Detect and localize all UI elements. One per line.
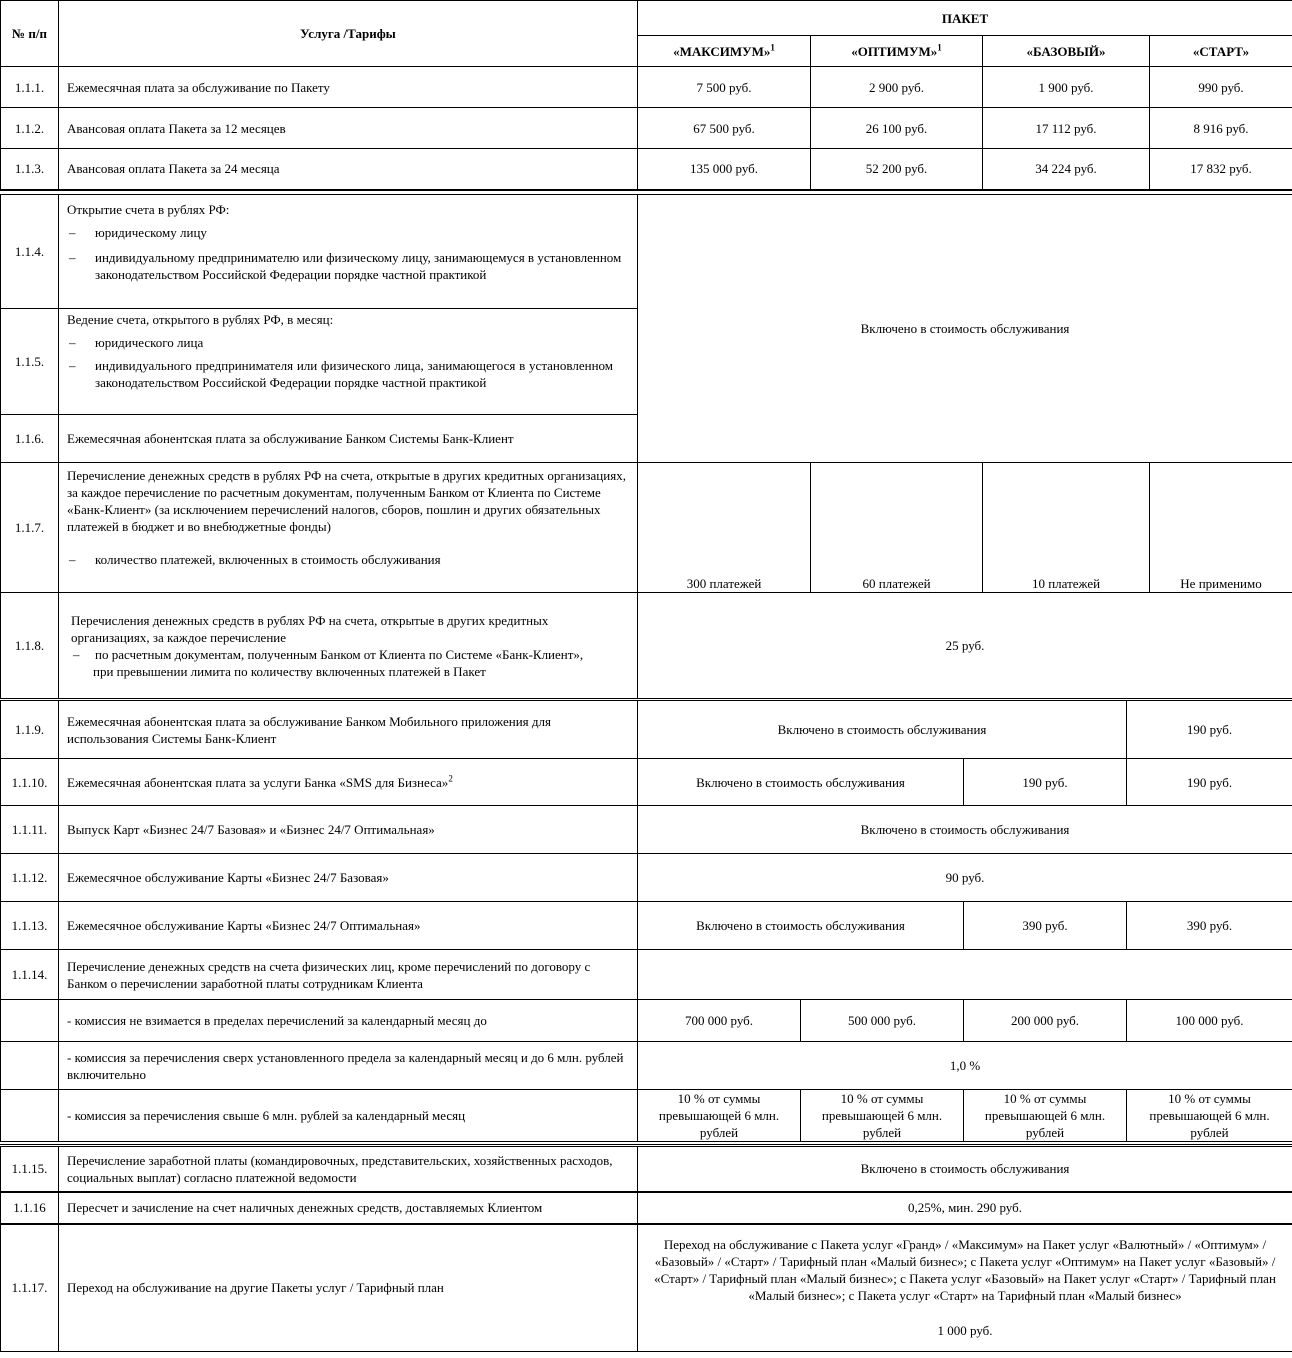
row-service	[59, 195, 638, 309]
transfer-price: 1 000 руб.	[937, 1323, 993, 1339]
row-num-empty	[1, 1000, 59, 1042]
row-value: 0,25%, мин. 290 руб.	[638, 1192, 1292, 1224]
list-item: – количество платежей, включенных в стоимость обслуживания	[69, 552, 441, 567]
row-value: 135 000 руб.	[638, 149, 811, 190]
row-service: Перечисление денежных средств на счета физических лиц, кроме перечислений по договору с Банком о перечислении заработной платы сотрудникам Клиента	[59, 950, 638, 1000]
row-value: 390 руб.	[964, 902, 1127, 950]
table-row	[1, 854, 1292, 902]
row-service: Ежемесячное обслуживание Карты «Бизнес 24/7 Оптимальная»	[59, 902, 638, 950]
header-plan-maximum: «МАКСИМУМ»$^1$	[638, 36, 811, 67]
table-row	[1, 1192, 1292, 1224]
row-value-merged: 90 руб.	[638, 854, 1292, 902]
service-text: при превышении лимита по количеству включенных платежей в Пакет	[93, 663, 486, 679]
row-service	[59, 593, 638, 699]
tariff-table-final-block	[0, 1144, 1292, 1352]
row-service: Авансовая оплата Пакета за 24 месяца	[59, 149, 638, 190]
row-value: 200 000 руб.	[964, 1000, 1127, 1042]
table-row	[1, 1042, 1292, 1090]
row-num: 1.1.2.	[1, 108, 59, 149]
table-row	[1, 806, 1292, 854]
row-value: Не применимо	[1150, 463, 1292, 593]
list-item: – индивидуальному предпринимателю или физическому лицу, занимающемуся в установленном законодательством Российской Федерации порядке частной практикой	[69, 250, 622, 282]
row-service: Пересчет и зачисление на счет наличных денежных средств, доставляемых Клиентом	[59, 1192, 638, 1224]
row-service: Авансовая оплата Пакета за 12 месяцев	[59, 108, 638, 149]
row-num: 1.1.3.	[1, 149, 59, 190]
table-row	[1, 149, 1292, 190]
row-value: 300 платежей	[638, 463, 811, 593]
row-service: Перечисление заработной платы (командировочных, представительских, хозяйственных расходов, социальных выплат) согласно платежной ведомости	[59, 1146, 638, 1192]
row-value: 10 % от суммы превышающей 6 млн. рублей	[638, 1090, 801, 1142]
service-text: Перечисление денежных средств в рублях РФ на счета, открытые в других кредитных организациях, за каждое перечисление по расчетным документам, полученным Банком от Клиента по Системе «Банк-Клиент» (за исключением перечислений налогов, сборов, пошлин и других обязательных платежей в бюджет и во внебюджетные фонды)	[67, 468, 626, 534]
row-value: 67 500 руб.	[638, 108, 811, 149]
table-row	[1, 701, 1292, 759]
table-row	[1, 108, 1292, 149]
row-num: 1.1.7.	[1, 463, 59, 593]
list-item: – юридическому лицу	[69, 225, 207, 240]
transfer-rules-text: Переход на обслуживание с Пакета услуг «Гранд» / «Максимум» на Пакет услуг «Валютный» / «Оптимум» / «Базовый» / «Старт» / Тарифный план «Малый бизнес»; с Пакета услуг «Оптимум» на Пакет услуг «Базовый» / «Старт» / Тарифный план «Малый бизнес»; с Пакета услуг «Базовый» на Пакет услуг «Старт» / Тарифный план «Малый бизнес»; с Пакета услуг «Старт» на Тарифный план «Малый бизнес»	[654, 1237, 1276, 1304]
row-num: 1.1.8.	[1, 593, 59, 699]
row-value: 190 руб.	[1127, 759, 1292, 806]
table-row	[1, 67, 1292, 108]
row-value: 17 832 руб.	[1150, 149, 1292, 190]
row-num: 1.1.14.	[1, 950, 59, 1000]
header-package: ПАКЕТ	[638, 1, 1292, 36]
service-title: Открытие счета в рублях РФ:	[67, 202, 230, 217]
row-service: - комиссия за перечисления сверх установленного предела за календарный месяц и до 6 млн. рублей включительно	[59, 1042, 638, 1090]
row-num: 1.1.4.	[1, 195, 59, 309]
row-value: 60 платежей	[811, 463, 983, 593]
header-num: № п/п	[1, 1, 59, 67]
row-value: 17 112 руб.	[983, 108, 1150, 149]
row-value: 34 224 руб.	[983, 149, 1150, 190]
header-service: Услуга /Тарифы	[59, 1, 638, 67]
row-value: 1 900 руб.	[983, 67, 1150, 108]
row-num: 1.1.13.	[1, 902, 59, 950]
table-row	[1, 1146, 1292, 1192]
row-value-merged: Включено в стоимость обслуживания	[638, 806, 1292, 854]
row-value: 10 % от суммы превышающей 6 млн. рублей	[1127, 1090, 1292, 1142]
row-service	[59, 463, 638, 593]
row-value: Включено в стоимость обслуживания	[638, 1146, 1292, 1192]
row-value: 8 916 руб.	[1150, 108, 1292, 149]
row-value: 10 платежей	[983, 463, 1150, 593]
row-num: 1.1.16	[1, 1192, 59, 1224]
row-value-merged: Включено в стоимость обслуживания	[638, 701, 1127, 759]
table-row	[1, 195, 1292, 309]
row-num: 1.1.17.	[1, 1224, 59, 1352]
list-item: – по расчетным документам, полученным Банком от Клиента по Системе «Банк-Клиент»,	[73, 646, 584, 662]
row-num: 1.1.12.	[1, 854, 59, 902]
row-service: Ежемесячное обслуживание Карты «Бизнес 24/7 Базовая»	[59, 854, 638, 902]
list-item: – индивидуального предпринимателя или физического лица, занимающегося в установленном законодательством Российской Федерации порядке частной практикой	[69, 358, 613, 390]
service-text: Перечисления денежных средств в рублях РФ на счета, открытые в других кредитных организациях, за каждое перечисление	[71, 612, 549, 645]
row-value: 100 000 руб.	[1127, 1000, 1292, 1042]
row-value: 390 руб.	[1127, 902, 1292, 950]
row-service: Переход на обслуживание на другие Пакеты услуг / Тарифный план	[59, 1224, 638, 1352]
row-service	[59, 309, 638, 415]
tariff-table-services-block	[0, 700, 1292, 1142]
row-num: 1.1.5.	[1, 309, 59, 415]
row-value: 10 % от суммы превышающей 6 млн. рублей	[801, 1090, 964, 1142]
row-service: - комиссия не взимается в пределах перечислений за календарный месяц до	[59, 1000, 638, 1042]
row-service: Ежемесячная плата за обслуживание по Пакету	[59, 67, 638, 108]
table-row	[1, 1224, 1292, 1352]
row-value: 26 100 руб.	[811, 108, 983, 149]
row-value: 190 руб.	[964, 759, 1127, 806]
header-plan-basic: «БАЗОВЫЙ»	[983, 36, 1150, 67]
row-num: 1.1.1.	[1, 67, 59, 108]
row-num: 1.1.6.	[1, 415, 59, 463]
row-num-empty	[1, 1042, 59, 1090]
row-num: 1.1.11.	[1, 806, 59, 854]
row-num: 1.1.9.	[1, 701, 59, 759]
tariff-table-account-block	[0, 194, 1292, 699]
row-value-merged: Включено в стоимость обслуживания	[638, 902, 964, 950]
row-value: 700 000 руб.	[638, 1000, 801, 1042]
table-row	[1, 759, 1292, 806]
row-value-merged: 1,0 %	[638, 1042, 1292, 1090]
table-row	[1, 463, 1292, 593]
row-service: Ежемесячная абонентская плата за обслуживание Банком Системы Банк-Клиент	[59, 415, 638, 463]
row-value	[638, 1224, 1292, 1352]
row-value-merged: 25 руб.	[638, 593, 1292, 699]
row-service: Ежемесячная абонентская плата за обслуживание Банком Мобильного приложения для использования Системы Банк-Клиент	[59, 701, 638, 759]
row-value: 2 900 руб.	[811, 67, 983, 108]
row-value: 7 500 руб.	[638, 67, 811, 108]
header-plan-optimum: «ОПТИМУМ»$^1$	[811, 36, 983, 67]
row-value: 990 руб.	[1150, 67, 1292, 108]
row-num: 1.1.15.	[1, 1146, 59, 1192]
table-row	[1, 1090, 1292, 1142]
row-value-empty	[638, 950, 1292, 1000]
row-service: Выпуск Карт «Бизнес 24/7 Базовая» и «Бизнес 24/7 Оптимальная»	[59, 806, 638, 854]
row-num-empty	[1, 1090, 59, 1142]
table-row	[1, 950, 1292, 1000]
list-item: – юридического лица	[69, 335, 204, 350]
row-value: 52 200 руб.	[811, 149, 983, 190]
header-plan-start: «СТАРТ»	[1150, 36, 1292, 67]
row-service: - комиссия за перечисления свыше 6 млн. рублей за календарный месяц	[59, 1090, 638, 1142]
row-num: 1.1.10.	[1, 759, 59, 806]
table-row	[1, 902, 1292, 950]
row-value: 190 руб.	[1127, 701, 1292, 759]
tariff-table-header-block	[0, 0, 1292, 191]
row-value: 10 % от суммы превышающей 6 млн. рублей	[964, 1090, 1127, 1142]
row-service: Ежемесячная абонентская плата за услуги Банка «SMS для Бизнеса»$^2$	[59, 759, 638, 806]
service-title: Ведение счета, открытого в рублях РФ, в месяц:	[67, 312, 334, 327]
table-row	[1, 593, 1292, 699]
row-value-merged: Включено в стоимость обслуживания	[638, 195, 1292, 463]
row-value: 500 000 руб.	[801, 1000, 964, 1042]
row-value-merged: Включено в стоимость обслуживания	[638, 759, 964, 806]
table-row	[1, 1000, 1292, 1042]
